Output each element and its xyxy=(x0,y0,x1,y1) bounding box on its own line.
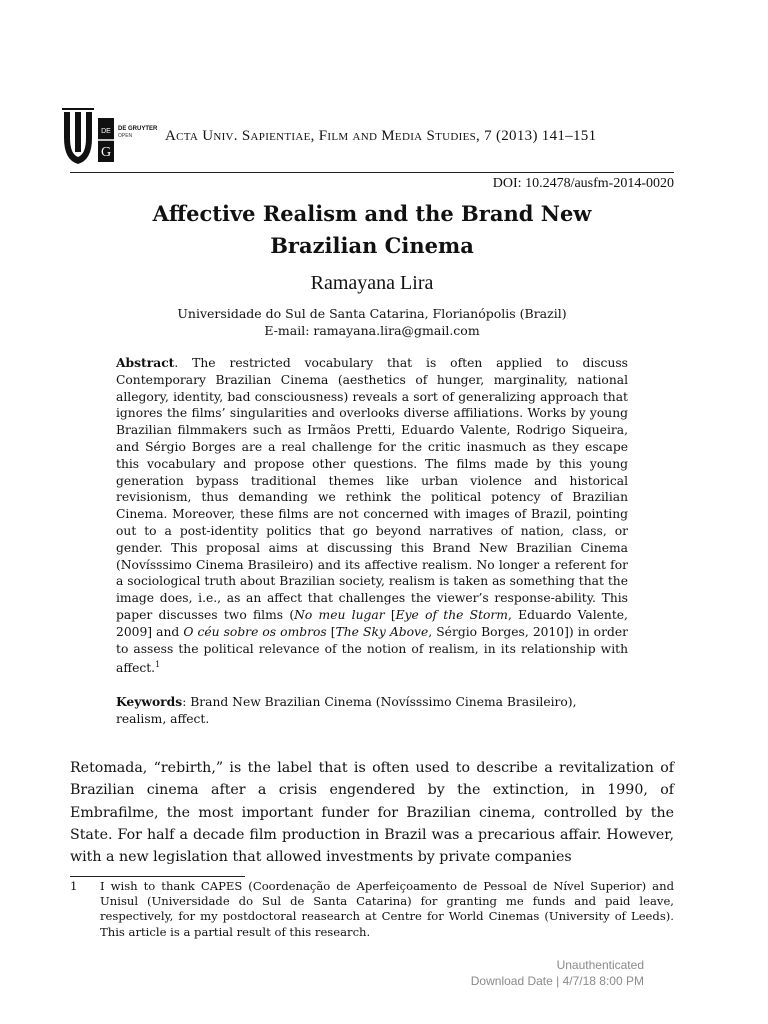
abstract-text-5: , Sérgio Borges, 2010]) in order to assess the political relevance of the notion of realism, in its relationship with affect. xyxy=(116,624,628,676)
footnote-reference: 1 xyxy=(155,660,161,670)
journal-citation xyxy=(165,128,596,145)
keywords xyxy=(116,694,628,728)
logo-text-degruyter: DE GRUYTER xyxy=(118,126,158,132)
header-rule xyxy=(70,172,674,173)
body-paragraph: Retomada, “rebirth,” is the label that is often used to describe a revitalization of Brazilian cinema after a crisis engendered by the extinction, in 1990, of Embrafilme, the most important funder for Brazilian cinema, controlled by the State. For half a decade film production in Brazil was a precarious affair. However, with a new legislation that allowed investments by private companies xyxy=(70,760,674,866)
affiliation: Universidade do Sul de Santa Catarina, Florianópolis (Brazil) xyxy=(177,306,567,321)
doi: DOI: 10.2478/ausfm-2014-0020 xyxy=(492,176,674,191)
abstract-text-1: . The restricted vocabulary that is often applied to discuss Contemporary Brazilian Cinema (aesthetics of hunger, marginality, national allegory, identity, bad consciousness) reveals a sort of generalizing approach that ignores the films’ singularities and overlooks diverse affiliations. Works by young Brazilian filmmakers such as Irmãos Pretti, Eduardo Valente, Rodrigo Siqueira, and Sérgio Borges are a real challenge for the critic inasmuch as they escape this vocabulary and propose other questions. The films made by this young generation bypass traditional themes like urban violence and historical revisionism, thus demanding we rethink the political potency of Brazilian Cinema. Moreover, these films are not concerned with images of Brazil, pointing out to a post-identity politics that go beyond narratives of nation, class, or gender. This proposal aims at discussing this Brand New Brazilian Cinema (Novísssimo Cinema Brasileiro) and its affective realism. No longer a referent for a sociological truth about Brazilian society, realism is taken as something that the image does, i.e., as an affect that challenges the viewer’s response-ability. This paper discusses two films ( xyxy=(116,356,628,622)
logo-mark-g: G xyxy=(100,145,112,160)
title-line-1: Affective Realism and the Brand New xyxy=(152,201,592,226)
logo-text-open: OPEN xyxy=(118,133,133,139)
article-title xyxy=(70,198,674,262)
journal-name: Acta Univ. Sapientiae, Film and Media Studies, xyxy=(165,128,481,144)
author-email: E-mail: ramayana.lira@gmail.com xyxy=(264,323,480,338)
journal-volume-pages: 7 (2013) 141–151 xyxy=(480,128,597,144)
abstract-text-3: , Eduardo Valente, 2009] and xyxy=(116,607,628,639)
film1-title: No meu lugar xyxy=(294,607,385,622)
abstract-label: Abstract xyxy=(116,355,175,370)
degruyter-logo-icon xyxy=(60,108,180,168)
publisher-logo xyxy=(60,108,180,168)
film1-english-title: Eye of the Storm xyxy=(395,607,508,622)
keywords-text: : Brand New Brazilian Cinema (Novísssimo Cinema Brasileiro), realism, affect. xyxy=(116,695,577,726)
keywords-label: Keywords xyxy=(116,694,183,709)
body-text xyxy=(70,757,674,868)
footnote xyxy=(70,879,674,940)
footnote-rule xyxy=(70,876,245,877)
film2-english-title: The Sky Above xyxy=(335,624,429,639)
title-line-2: Brazilian Cinema xyxy=(270,233,474,258)
footnote-number: 1 xyxy=(70,879,78,893)
author-affiliation-block xyxy=(70,305,674,339)
watermark-status: Unauthenticated xyxy=(556,958,644,972)
footnote-text: I wish to thank CAPES (Coordenação de Aperfeiçoamento de Pessoal de Nível Superior) and Unisul (Universidade do Sul de Santa Catarina) for granting me funds and paid leave, respectively, for my postdoctoral reasearch at Centre for World Cinemas (University of Leeds). This article is a partial result of this research. xyxy=(100,879,674,939)
logo-mark-de: DE xyxy=(101,128,111,135)
abstract-text-2: [ xyxy=(384,607,396,622)
film2-title: O céu sobre os ombros xyxy=(183,624,327,639)
download-watermark xyxy=(471,957,644,989)
abstract xyxy=(116,355,628,677)
author-name: Ramayana Lira xyxy=(310,272,434,294)
abstract-text-4: [ xyxy=(326,624,336,639)
watermark-date: Download Date | 4/7/18 8:00 PM xyxy=(470,974,644,988)
